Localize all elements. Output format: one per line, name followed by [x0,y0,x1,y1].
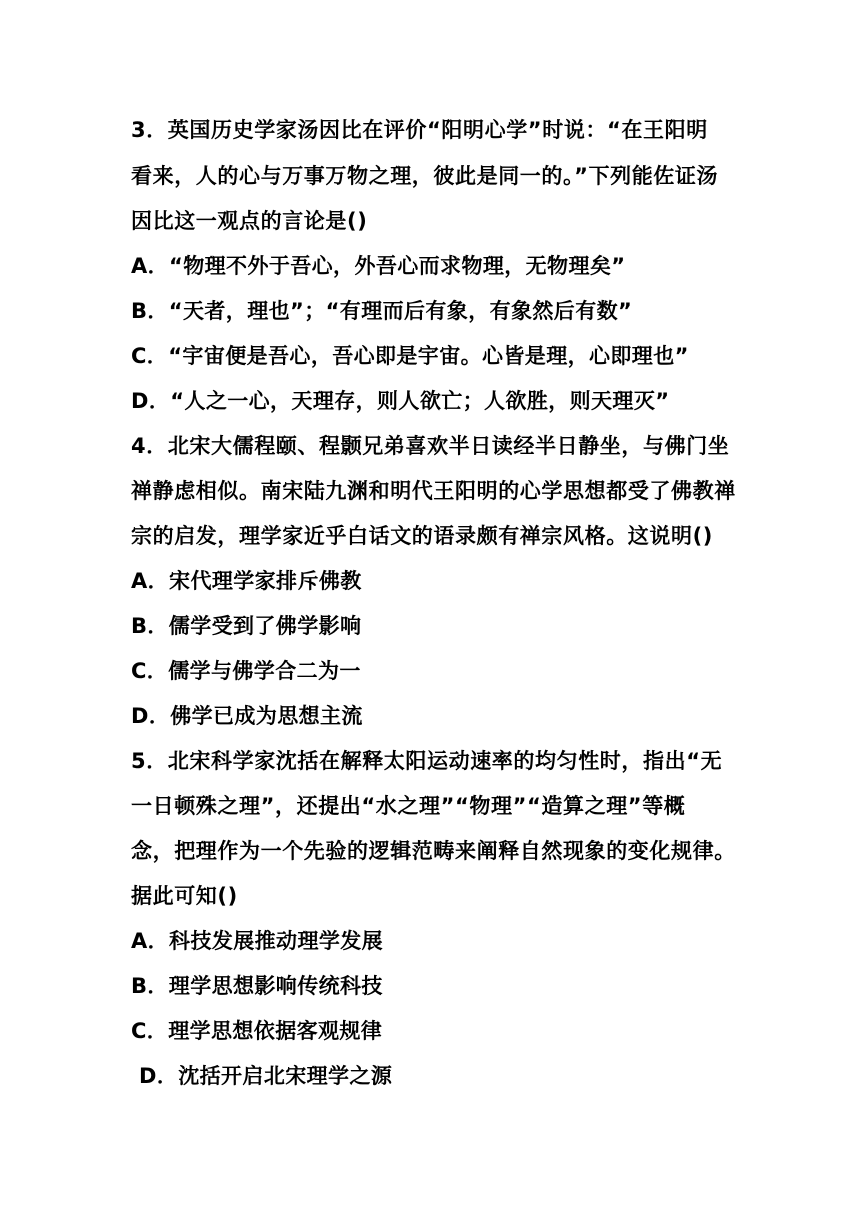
question-3-stem-line-2: 看来，人的心与万事万物之理，彼此是同一的。”下列能佐证汤 [131,164,719,188]
question-5-option-a: A．科技发展推动理学发展 [131,929,384,953]
question-5-stem-line-1: 5．北宋科学家沈括在解释太阳运动速率的均匀性时，指出“无 [131,749,723,773]
question-4-option-b: B．儒学受到了佛学影响 [131,614,362,638]
question-5-option-d: D．沈括开启北宋理学之源 [139,1064,393,1088]
question-4-stem-line-2: 禅静虑相似。南宋陆九渊和明代王阳明的心学思想都受了佛教禅 [131,479,736,503]
question-4-stem-line-3: 宗的启发，理学家近乎白话文的语录颇有禅宗风格。这说明() [131,524,713,548]
question-5-option-b: B．理学思想影响传统科技 [131,974,383,998]
question-3-option-b: B．“天者，理也”；“有理而后有象，有象然后有数” [131,299,633,323]
question-3-stem-line-3: 因比这一观点的言论是() [131,209,368,233]
question-4-option-a: A．宋代理学家排斥佛教 [131,569,362,593]
question-3-option-c: C．“宇宙便是吾心，吾心即是宇宙。心皆是理，心即理也” [131,344,689,368]
question-5-stem-line-2: 一日顿殊之理”，还提出“水之理”“物理”“造算之理”等概 [131,794,686,818]
question-5-stem-line-4: 据此可知() [131,884,238,908]
question-5-stem-line-3: 念，把理作为一个先验的逻辑范畴来阐释自然现象的变化规律。 [131,839,736,863]
question-3-stem-line-1: 3．英国历史学家汤因比在评价“阳明心学”时说：“在王阳明 [131,118,708,142]
question-5-option-c: C．理学思想依据客观规律 [131,1019,383,1043]
question-4-option-c: C．儒学与佛学合二为一 [131,659,361,683]
question-3-option-d: D．“人之一心，天理存，则人欲亡；人欲胜，则天理灭” [131,389,670,413]
question-4-stem-line-1: 4．北宋大儒程颐、程颢兄弟喜欢半日读经半日静坐，与佛门坐 [131,434,730,458]
question-3-option-a: A．“物理不外于吾心，外吾心而求物理，无物理矣” [131,254,626,278]
question-4-option-d: D．佛学已成为思想主流 [131,704,363,728]
